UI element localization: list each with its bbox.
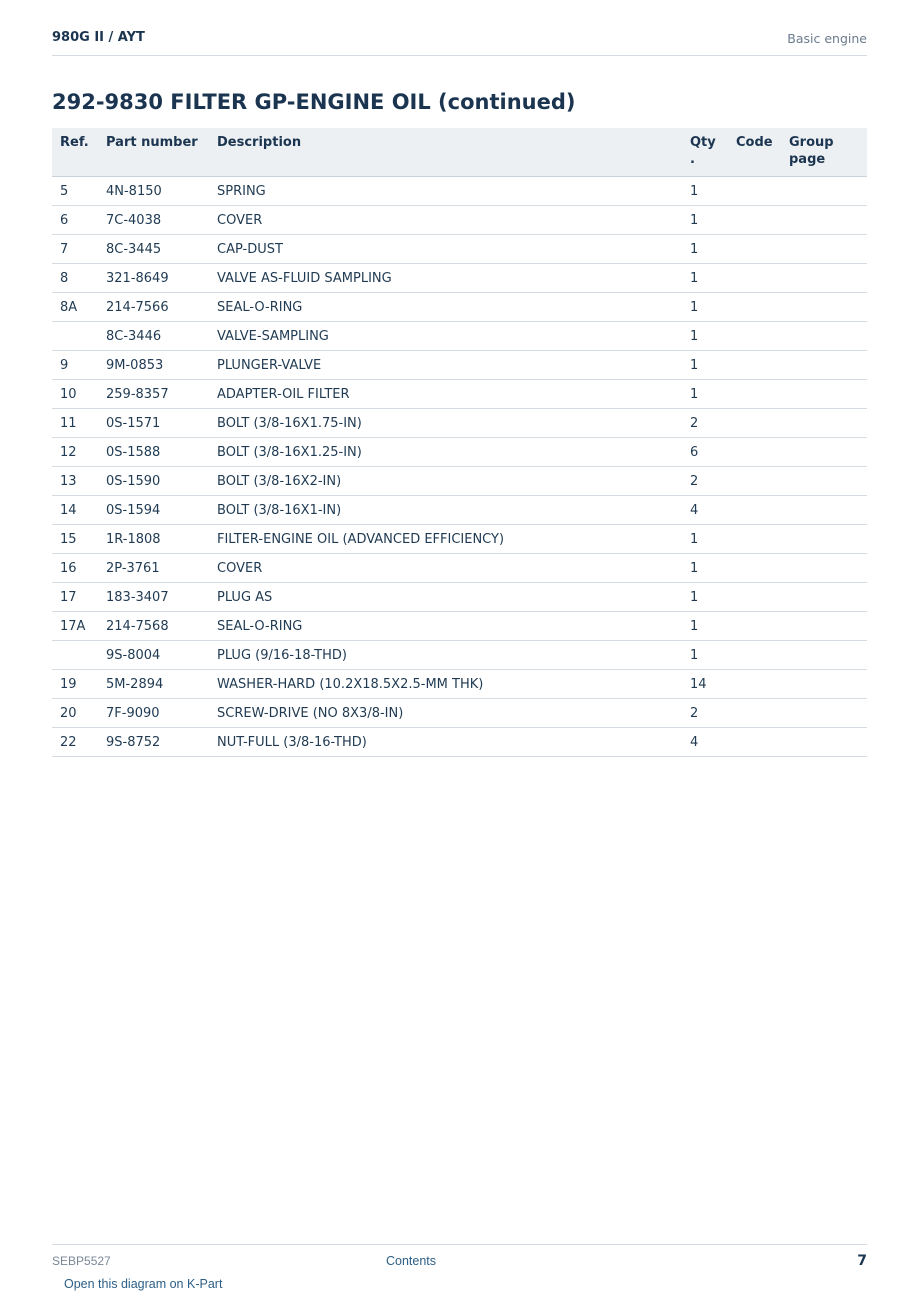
cell-ref [52, 322, 98, 351]
table-row [52, 641, 867, 670]
table-row [52, 409, 867, 438]
contents-link[interactable]: Contents [386, 1254, 437, 1268]
table-row [52, 554, 867, 583]
cell-qty: 1 [682, 641, 728, 670]
cell-description: PLUG AS [209, 583, 682, 612]
cell-part-number: 214-7566 [98, 293, 209, 322]
cell-ref: 5 [52, 177, 98, 206]
cell-part-number: 5M-2894 [98, 670, 209, 699]
cell-ref: 8 [52, 264, 98, 293]
cell-ref: 16 [52, 554, 98, 583]
cell-qty: 2 [682, 467, 728, 496]
cell-code [728, 728, 781, 757]
cell-qty: 4 [682, 496, 728, 525]
cell-group-page [781, 699, 867, 728]
cell-code [728, 177, 781, 206]
cell-description: WASHER-HARD (10.2X18.5X2.5-MM THK) [209, 670, 682, 699]
document-id: SEBP5527 [52, 1254, 111, 1268]
table-row [52, 467, 867, 496]
cell-description: BOLT (3/8-16X1.75-IN) [209, 409, 682, 438]
table-row [52, 583, 867, 612]
cell-description: VALVE AS-FLUID SAMPLING [209, 264, 682, 293]
column-header-qty [682, 128, 728, 177]
cell-part-number: 1R-1808 [98, 525, 209, 554]
cell-code [728, 525, 781, 554]
cell-part-number: 9S-8752 [98, 728, 209, 757]
cell-code [728, 293, 781, 322]
cell-group-page [781, 380, 867, 409]
parts-table-header [52, 128, 867, 177]
cell-description: SEAL-O-RING [209, 612, 682, 641]
cell-group-page [781, 583, 867, 612]
cell-group-page [781, 293, 867, 322]
column-header-ref [52, 128, 98, 177]
cell-qty: 1 [682, 554, 728, 583]
cell-group-page [781, 641, 867, 670]
cell-code [728, 612, 781, 641]
cell-qty: 1 [682, 206, 728, 235]
cell-description: SCREW-DRIVE (NO 8X3/8-IN) [209, 699, 682, 728]
table-row [52, 351, 867, 380]
table-row [52, 670, 867, 699]
cell-ref: 6 [52, 206, 98, 235]
table-row [52, 612, 867, 641]
cell-qty: 1 [682, 322, 728, 351]
column-header-label: Code [736, 135, 773, 150]
cell-code [728, 641, 781, 670]
cell-qty: 1 [682, 525, 728, 554]
cell-part-number: 0S-1571 [98, 409, 209, 438]
cell-part-number: 7F-9090 [98, 699, 209, 728]
cell-group-page [781, 554, 867, 583]
column-header-label: Qty . [690, 135, 716, 167]
cell-description: SEAL-O-RING [209, 293, 682, 322]
parts-table-body [52, 177, 867, 757]
cell-code [728, 351, 781, 380]
cell-group-page [781, 438, 867, 467]
cell-code [728, 380, 781, 409]
column-header-label: Ref. [60, 135, 89, 150]
cell-ref: 19 [52, 670, 98, 699]
cell-description: PLUNGER-VALVE [209, 351, 682, 380]
cell-part-number: 2P-3761 [98, 554, 209, 583]
title-part-name: 292-9830 FILTER GP-ENGINE OIL [52, 90, 431, 114]
cell-ref: 10 [52, 380, 98, 409]
cell-group-page [781, 496, 867, 525]
cell-group-page [781, 467, 867, 496]
cell-group-page [781, 264, 867, 293]
cell-group-page [781, 612, 867, 641]
cell-code [728, 670, 781, 699]
cell-part-number: 0S-1588 [98, 438, 209, 467]
column-header-group-page [781, 128, 867, 177]
cell-part-number: 4N-8150 [98, 177, 209, 206]
cell-qty: 1 [682, 583, 728, 612]
cell-group-page [781, 177, 867, 206]
cell-part-number: 183-3407 [98, 583, 209, 612]
cell-ref: 8A [52, 293, 98, 322]
cell-description: CAP-DUST [209, 235, 682, 264]
cell-part-number: 7C-4038 [98, 206, 209, 235]
cell-group-page [781, 322, 867, 351]
cell-part-number: 214-7568 [98, 612, 209, 641]
table-row [52, 525, 867, 554]
cell-description: FILTER-ENGINE OIL (ADVANCED EFFICIENCY) [209, 525, 682, 554]
cell-ref: 14 [52, 496, 98, 525]
cell-group-page [781, 351, 867, 380]
parts-table [52, 128, 867, 757]
column-header-label: Part number [106, 135, 198, 150]
cell-code [728, 496, 781, 525]
cell-description: COVER [209, 206, 682, 235]
cell-ref: 13 [52, 467, 98, 496]
cell-qty: 2 [682, 409, 728, 438]
cell-description: SPRING [209, 177, 682, 206]
table-row [52, 177, 867, 206]
cell-ref [52, 641, 98, 670]
cell-group-page [781, 409, 867, 438]
table-row [52, 235, 867, 264]
cell-ref: 12 [52, 438, 98, 467]
table-row [52, 322, 867, 351]
page-title [52, 90, 576, 114]
title-continued: (continued) [430, 90, 576, 114]
cell-part-number: 321-8649 [98, 264, 209, 293]
model-label: 980G II / AYT [52, 30, 145, 45]
page-header [52, 28, 867, 56]
cell-group-page [781, 235, 867, 264]
cell-ref: 9 [52, 351, 98, 380]
cell-part-number: 8C-3445 [98, 235, 209, 264]
cell-qty: 1 [682, 177, 728, 206]
cell-description: NUT-FULL (3/8-16-THD) [209, 728, 682, 757]
column-header-label: Description [217, 135, 302, 150]
table-row [52, 728, 867, 757]
header-row [52, 128, 867, 177]
cell-ref: 22 [52, 728, 98, 757]
open-kpart-link[interactable]: Open this diagram on K-Part [64, 1277, 223, 1291]
cell-code [728, 438, 781, 467]
cell-description: BOLT (3/8-16X1.25-IN) [209, 438, 682, 467]
cell-qty: 1 [682, 380, 728, 409]
cell-qty: 1 [682, 264, 728, 293]
cell-code [728, 699, 781, 728]
cell-qty: 2 [682, 699, 728, 728]
cell-qty: 1 [682, 293, 728, 322]
cell-part-number: 0S-1590 [98, 467, 209, 496]
cell-qty: 4 [682, 728, 728, 757]
cell-ref: 20 [52, 699, 98, 728]
cell-group-page [781, 670, 867, 699]
cell-ref: 7 [52, 235, 98, 264]
cell-part-number: 9S-8004 [98, 641, 209, 670]
table-row [52, 699, 867, 728]
cell-description: BOLT (3/8-16X1-IN) [209, 496, 682, 525]
page-footer [52, 1244, 867, 1300]
table-row [52, 264, 867, 293]
column-header-label: Group page [789, 135, 834, 167]
table-row [52, 206, 867, 235]
cell-part-number: 0S-1594 [98, 496, 209, 525]
page-number: 7 [857, 1253, 867, 1269]
cell-code [728, 583, 781, 612]
table-row [52, 438, 867, 467]
cell-group-page [781, 206, 867, 235]
table-row [52, 293, 867, 322]
cell-code [728, 235, 781, 264]
cell-part-number: 8C-3446 [98, 322, 209, 351]
cell-description: COVER [209, 554, 682, 583]
cell-ref: 17A [52, 612, 98, 641]
column-header-code [728, 128, 781, 177]
table-row [52, 496, 867, 525]
cell-code [728, 264, 781, 293]
cell-group-page [781, 525, 867, 554]
cell-code [728, 206, 781, 235]
cell-ref: 15 [52, 525, 98, 554]
cell-code [728, 409, 781, 438]
cell-group-page [781, 728, 867, 757]
cell-description: PLUG (9/16-18-THD) [209, 641, 682, 670]
cell-qty: 1 [682, 612, 728, 641]
column-header-description [209, 128, 682, 177]
cell-description: BOLT (3/8-16X2-IN) [209, 467, 682, 496]
cell-code [728, 467, 781, 496]
column-header-part-number [98, 128, 209, 177]
cell-qty: 6 [682, 438, 728, 467]
cell-description: VALVE-SAMPLING [209, 322, 682, 351]
cell-qty: 1 [682, 351, 728, 380]
section-label: Basic engine [787, 31, 867, 46]
cell-part-number: 9M-0853 [98, 351, 209, 380]
cell-part-number: 259-8357 [98, 380, 209, 409]
cell-qty: 14 [682, 670, 728, 699]
table-row [52, 380, 867, 409]
cell-ref: 11 [52, 409, 98, 438]
cell-qty: 1 [682, 235, 728, 264]
cell-description: ADAPTER-OIL FILTER [209, 380, 682, 409]
cell-code [728, 554, 781, 583]
cell-ref: 17 [52, 583, 98, 612]
cell-code [728, 322, 781, 351]
